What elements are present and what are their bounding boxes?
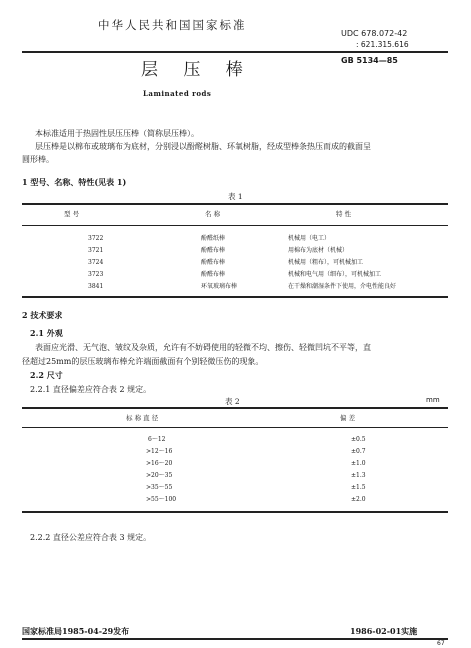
table-1-caption: 表 1 — [228, 192, 243, 201]
table-2-row-2-tolerance: ±0.7 — [351, 448, 366, 455]
table-1-row-1-model: 3722 — [88, 235, 104, 242]
definition-paragraph-line2: 圆形棒。 — [22, 155, 54, 164]
table-2-row-4-tolerance: ±1.3 — [351, 472, 366, 479]
header-rule — [22, 51, 448, 53]
page-number: 67 — [437, 640, 445, 647]
table-1-header-rule — [22, 225, 448, 226]
section-2-2-2-heading: 2.2.2 直径公差应符合表 3 规定。 — [30, 533, 152, 542]
section-2-2-1-heading: 2.2.1 直径偏差应符合表 2 规定。 — [30, 385, 152, 394]
table-2-row-5-tolerance: ±1.5 — [351, 484, 366, 491]
table-2-row-2-diameter: >12～16 — [146, 448, 173, 455]
section-2-heading: 2 技术要求 — [22, 310, 63, 320]
section-2-1-heading: 2.1 外观 — [30, 328, 63, 338]
effective-date: 1986-02-01实施 — [350, 626, 418, 636]
issuing-organization: 中华人民共和国国家标准 — [98, 18, 247, 32]
section-2-2-heading: 2.2 尺寸 — [30, 370, 63, 380]
section-1-heading: 1 型号、名称、特性(见表 1) — [22, 177, 127, 187]
table-2-bottom-rule — [22, 511, 448, 513]
section-2-1-text-line1: 表面应光滑、无气泡、皱纹及杂质，允许有不妨碍使用的轻微不均、擦伤、轻微凹坑不平等，直 — [35, 343, 371, 352]
table-1-row-2-model: 3721 — [88, 247, 104, 254]
footer-rule — [22, 638, 448, 640]
issue-date: 国家标准局1985-04-29发布 — [22, 626, 130, 636]
table-1-row-5-model: 3841 — [88, 283, 104, 290]
table-2-row-3-diameter: >16～20 — [146, 460, 173, 467]
table-2-row-6-diameter: >55～100 — [146, 496, 177, 503]
table-1-header-model: 型 号 — [64, 210, 80, 218]
table-1-row-3-feature: 机械用（粗布），可机械加工 — [288, 259, 364, 266]
section-2-1-text-line2: 径超过25mm的层压玻璃布棒允许端面截面有个别轻微压伤的现象。 — [22, 357, 264, 366]
table-2-row-5-diameter: >35～55 — [146, 484, 173, 491]
table-2-unit: mm — [426, 396, 440, 404]
udc-code-line2: : 621.315.616 — [356, 40, 409, 49]
table-1-header-feature: 特 性 — [336, 210, 352, 218]
table-1-row-5-feature: 在干燥和潮湿条件下使用，介电性能良好 — [288, 283, 397, 290]
scope-paragraph: 本标准适用于热固性层压压棒（简称层压棒）。 — [35, 129, 199, 138]
udc-code-line1: UDC 678.072-42 — [341, 29, 408, 38]
table-2-caption: 表 2 — [225, 397, 240, 406]
table-1-row-2-name: 酚醛布棒 — [201, 247, 226, 254]
table-1-row-4-name: 酚醛布棒 — [201, 271, 226, 278]
gb-standard-number: GB 5134—85 — [341, 56, 398, 65]
document-title-english: Laminated rods — [143, 89, 212, 98]
table-1-row-3-name: 酚醛布棒 — [201, 259, 226, 266]
table-1-header-name: 名 称 — [205, 210, 221, 218]
table-1-row-3-model: 3724 — [88, 259, 104, 266]
table-1-bottom-rule — [22, 296, 448, 298]
definition-paragraph-line1: 层压棒是以棉布或玻璃布为底材，分别浸以酚醛树脂、环氧树脂，经成型棒条热压而成的截面呈 — [35, 142, 371, 151]
table-1-row-2-feature: 用棉布为底材（机械） — [288, 247, 349, 254]
table-2-row-1-tolerance: ±0.5 — [351, 436, 366, 443]
table-2-row-3-tolerance: ±1.0 — [351, 460, 366, 467]
table-1-row-4-model: 3723 — [88, 271, 104, 278]
table-1-row-4-feature: 机械和电气用（细布），可机械加工 — [288, 271, 382, 278]
table-2-header-rule — [22, 427, 448, 428]
table-1-row-5-name: 环氧玻璃布棒 — [201, 283, 238, 290]
table-2-row-4-diameter: >20～35 — [146, 472, 173, 479]
table-1-row-1-name: 酚醛纸棒 — [201, 235, 226, 242]
table-2-row-1-diameter: 6～12 — [148, 436, 166, 443]
table-2-row-6-tolerance: ±2.0 — [351, 496, 366, 503]
table-2-header-tolerance: 偏 差 — [340, 414, 356, 422]
document-title: 层 压 棒 — [141, 60, 253, 80]
table-2-header-diameter: 标 称 直 径 — [126, 414, 159, 422]
table-2-top-rule — [22, 407, 448, 409]
table-1-row-1-feature: 机械用（电工） — [288, 235, 331, 242]
table-1-top-rule — [22, 203, 448, 205]
